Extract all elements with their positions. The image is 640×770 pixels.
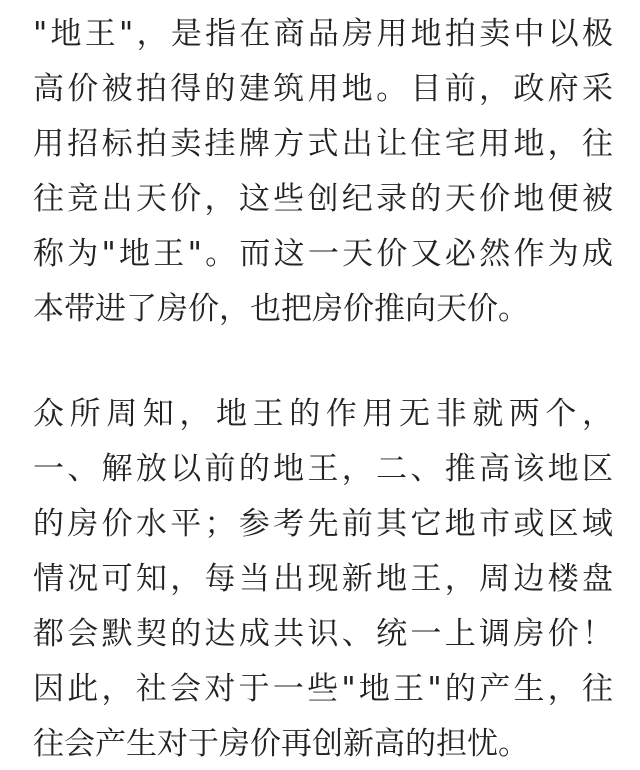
text-line: 用招标拍卖挂牌方式出让住宅用地，往	[33, 126, 613, 162]
text-line: 的房价水平；参考先前其它地市或区域	[33, 506, 613, 542]
text-line: "地王"，是指在商品房用地拍卖中以极	[33, 16, 613, 52]
text-line: 情况可知，每当出现新地王，周边楼盘	[33, 561, 613, 597]
text-line: 因此，社会对于一些"地王"的产生，往	[33, 671, 613, 707]
text-line: 往竞出天价，这些创纪录的天价地便被	[33, 181, 613, 217]
text-line: 本带进了房价，也把房价推向天价。	[33, 291, 529, 327]
text-line: 高价被拍得的建筑用地。目前，政府采	[33, 71, 613, 107]
text-line: 众所周知，地王的作用无非就两个，	[33, 396, 613, 432]
text-line: 往会产生对于房价再创新高的担忧。	[33, 726, 529, 762]
text-line: 都会默契的达成共识、统一上调房价！	[33, 616, 613, 652]
text-line: 称为"地王"。而这一天价又必然作为成	[33, 236, 613, 272]
text-line: 一、解放以前的地王，二、推高该地区	[33, 451, 613, 487]
